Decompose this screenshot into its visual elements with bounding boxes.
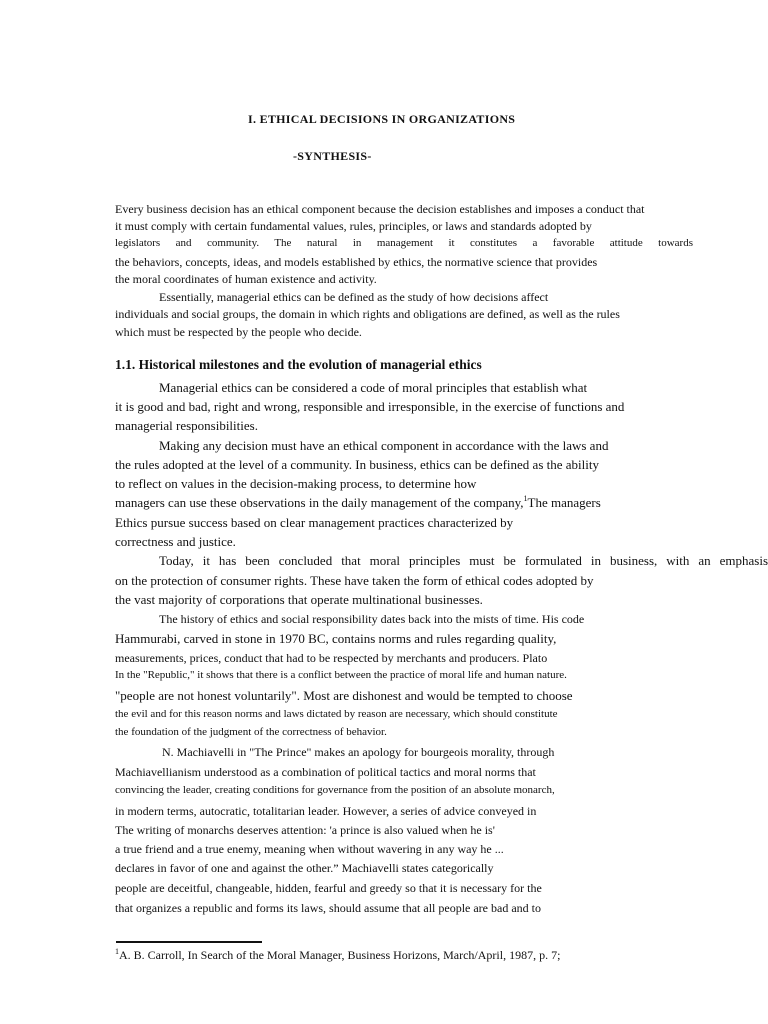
text-line: Hammurabi, carved in stone in 1970 BC, contains norms and rules regarding quality, [115, 631, 557, 646]
text-line-with-footnote [115, 496, 601, 509]
text-line: individuals and social groups, the domain in which rights and obligations are defined, as well as the rules [115, 307, 620, 321]
text-line: Managerial ethics can be considered a code of moral principles that establish what [159, 380, 588, 395]
text-line: it is good and bad, right and wrong, responsible and irresponsible, in the exercise of functions and [115, 399, 625, 414]
text-line: the foundation of the judgment of the correctness of behavior. [115, 726, 387, 738]
chapter-subtitle: -SYNTHESIS- [293, 149, 372, 163]
text-line: Every business decision has an ethical component because the decision establishes and imposes a conduct that [115, 202, 645, 216]
footnote-marker: 1 [523, 494, 528, 503]
text-line: in modern terms, autocratic, totalitarian leader. However, a series of advice conveyed in [115, 804, 537, 818]
text-line: correctness and justice. [115, 534, 236, 549]
text-line: The history of ethics and social responsibility dates back into the mists of time. His code [159, 612, 585, 626]
text-line: managerial responsibilities. [115, 418, 258, 433]
text-line: N. Machiavelli in "The Prince" makes an apology for bourgeois morality, through [162, 745, 555, 759]
text-line: the evil and for this reason norms and laws dictated by reason are necessary, which should constitute [115, 708, 558, 720]
text-fragment: The managers [527, 495, 601, 510]
text-line: Machiavellianism understood as a combination of political tactics and moral norms that [115, 765, 536, 779]
text-line: it must comply with certain fundamental values, rules, principles, or laws and standards adopted by [115, 219, 592, 233]
text-line: which must be respected by the people who decide. [115, 325, 362, 339]
text-line: people are deceitful, changeable, hidden, fearful and greedy so that it is necessary for the [115, 881, 542, 895]
text-line: Ethics pursue success based on clear management practices characterized by [115, 515, 514, 530]
section-heading: 1.1. Historical milestones and the evolution of managerial ethics [115, 357, 482, 372]
text-line: Today, it has been concluded that moral principles must be formulated in business, with an emphasis [159, 553, 768, 568]
text-line: the behaviors, concepts, ideas, and models established by ethics, the normative science that provides [115, 255, 598, 269]
text-line: on the protection of consumer rights. These have taken the form of ethical codes adopted by [115, 573, 594, 588]
chapter-title: I. ETHICAL DECISIONS IN ORGANIZATIONS [248, 112, 516, 126]
text-line: legislators and community. The natural in management it constitutes a favorable attitude towards [115, 237, 693, 249]
footnote-text: A. B. Carroll, In Search of the Moral Manager, Business Horizons, March/April, 1987, p. 7; [119, 948, 561, 962]
footnote-separator [116, 941, 262, 943]
text-line: In the "Republic," it shows that there is a conflict between the practice of moral life and human nature. [115, 669, 567, 681]
text-line: a true friend and a true enemy, meaning when without wavering in any way he ... [115, 842, 504, 856]
text-line: the moral coordinates of human existence and activity. [115, 272, 377, 286]
text-line: to reflect on values in the decision-making process, to determine how [115, 476, 477, 491]
text-line: "people are not honest voluntarily". Most are dishonest and would be tempted to choose [115, 688, 573, 703]
text-line: the rules adopted at the level of a community. In business, ethics can be defined as the ability [115, 457, 599, 472]
text-line: the vast majority of corporations that operate multinational businesses. [115, 592, 483, 607]
text-fragment: managers can use these observations in the daily management of the company, [115, 495, 524, 510]
footnote [115, 949, 560, 961]
footnote-number: 1 [115, 947, 119, 956]
text-line: Essentially, managerial ethics can be defined as the study of how decisions affect [159, 290, 549, 304]
text-line: The writing of monarchs deserves attention: 'a prince is also valued when he is' [115, 823, 495, 837]
text-line: declares in favor of one and against the other.” Machiavelli states categorically [115, 861, 494, 875]
text-line: Making any decision must have an ethical component in accordance with the laws and [159, 438, 609, 453]
text-line: that organizes a republic and forms its laws, should assume that all people are bad and to [115, 901, 541, 915]
text-line: measurements, prices, conduct that had to be respected by merchants and producers. Plato [115, 651, 548, 665]
text-line: convincing the leader, creating conditions for governance from the position of an absolute monarch, [115, 784, 555, 796]
